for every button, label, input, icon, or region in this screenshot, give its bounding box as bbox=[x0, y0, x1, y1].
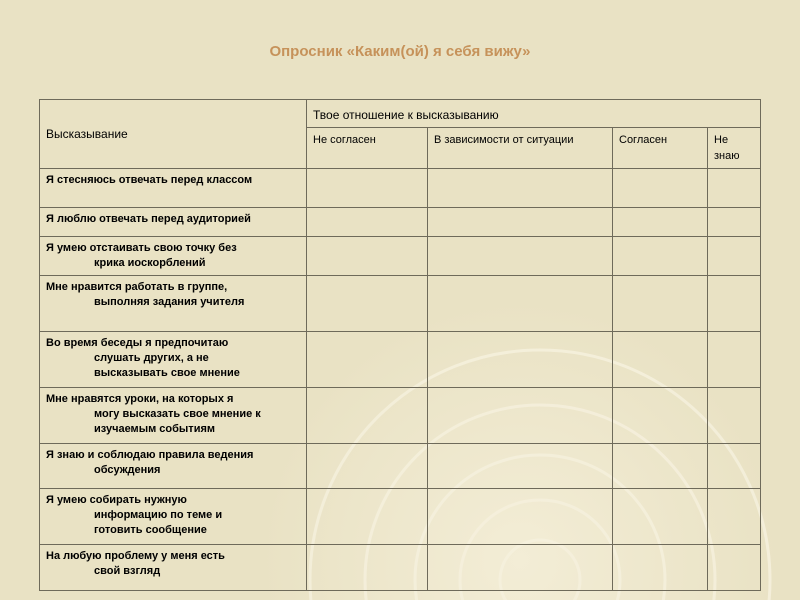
statement-text: Я умею собирать нужную bbox=[46, 494, 187, 506]
statement-text-continued: слушать других, а не bbox=[94, 352, 209, 364]
statement-text-continued: выполняя задания учителя bbox=[94, 296, 245, 308]
statement-text-continued: крика иоскорблений bbox=[94, 257, 206, 269]
statement-cell bbox=[40, 237, 307, 276]
answer-cell-disagree[interactable] bbox=[307, 237, 428, 276]
statement-cell bbox=[40, 332, 307, 388]
answer-cell-dont-know[interactable] bbox=[708, 545, 761, 591]
answer-cell-agree[interactable] bbox=[613, 545, 708, 591]
option-header-disagree: Не согласен bbox=[307, 128, 428, 169]
answer-cell-depends[interactable] bbox=[428, 237, 613, 276]
answer-cell-depends[interactable] bbox=[428, 276, 613, 332]
statement-cell bbox=[40, 169, 307, 208]
statement-text: Мне нравятся уроки, на которых я bbox=[46, 393, 234, 405]
table-row bbox=[40, 545, 761, 591]
answer-cell-dont-know[interactable] bbox=[708, 332, 761, 388]
statement-text: Я умею отстаивать свою точку без bbox=[46, 242, 237, 254]
table-row bbox=[40, 208, 761, 237]
answer-cell-disagree[interactable] bbox=[307, 489, 428, 545]
answer-cell-agree[interactable] bbox=[613, 276, 708, 332]
attitude-group-header: Твое отношение к высказыванию bbox=[307, 100, 761, 128]
table-row bbox=[40, 489, 761, 545]
table-row bbox=[40, 388, 761, 444]
statement-text-continued: информацию по теме и bbox=[94, 509, 223, 521]
answer-cell-disagree[interactable] bbox=[307, 388, 428, 444]
answer-cell-agree[interactable] bbox=[613, 388, 708, 444]
table-row bbox=[40, 237, 761, 276]
answer-cell-disagree[interactable] bbox=[307, 332, 428, 388]
answer-cell-disagree[interactable] bbox=[307, 444, 428, 489]
statement-cell bbox=[40, 489, 307, 545]
statement-text-continued: готовить сообщение bbox=[94, 524, 207, 536]
questionnaire-table bbox=[39, 99, 761, 591]
table-row bbox=[40, 169, 761, 208]
answer-cell-dont-know[interactable] bbox=[708, 444, 761, 489]
statement-text-continued: могу высказать свое мнение к bbox=[94, 408, 261, 420]
statement-text: Мне нравится работать в группе, bbox=[46, 281, 228, 293]
statement-cell bbox=[40, 208, 307, 237]
answer-cell-dont-know[interactable] bbox=[708, 489, 761, 545]
statement-text: Я люблю отвечать перед аудиторией bbox=[46, 213, 251, 225]
table-row bbox=[40, 444, 761, 489]
answer-cell-depends[interactable] bbox=[428, 388, 613, 444]
answer-cell-disagree[interactable] bbox=[307, 169, 428, 208]
slide-title: Опросник «Каким(ой) я себя вижу» bbox=[269, 43, 531, 60]
statement-text: Во время беседы я предпочитаю bbox=[46, 337, 229, 349]
option-header-dont-know: Не знаю bbox=[708, 128, 761, 169]
option-header-depends: В зависимости от ситуации bbox=[428, 128, 613, 169]
answer-cell-agree[interactable] bbox=[613, 237, 708, 276]
table-row bbox=[40, 332, 761, 388]
statement-column-header: Высказывание bbox=[40, 100, 307, 169]
answer-cell-depends[interactable] bbox=[428, 332, 613, 388]
option-header-agree: Согласен bbox=[613, 128, 708, 169]
answer-cell-agree[interactable] bbox=[613, 169, 708, 208]
answer-cell-depends[interactable] bbox=[428, 169, 613, 208]
answer-cell-dont-know[interactable] bbox=[708, 208, 761, 237]
answer-cell-agree[interactable] bbox=[613, 489, 708, 545]
answer-cell-agree[interactable] bbox=[613, 444, 708, 489]
answer-cell-depends[interactable] bbox=[428, 545, 613, 591]
answer-cell-depends[interactable] bbox=[428, 444, 613, 489]
statement-text: Я стесняюсь отвечать перед классом bbox=[46, 174, 253, 186]
header-row-group bbox=[40, 100, 761, 128]
answer-cell-dont-know[interactable] bbox=[708, 169, 761, 208]
answer-cell-dont-know[interactable] bbox=[708, 388, 761, 444]
statement-text-continued: обсуждения bbox=[94, 464, 161, 476]
statement-rows bbox=[40, 169, 761, 591]
answer-cell-dont-know[interactable] bbox=[708, 276, 761, 332]
statement-cell bbox=[40, 444, 307, 489]
statement-text-continued: изучаемым событиям bbox=[94, 423, 216, 435]
statement-cell bbox=[40, 276, 307, 332]
answer-cell-agree[interactable] bbox=[613, 208, 708, 237]
table-row bbox=[40, 276, 761, 332]
statement-text: На любую проблему у меня есть bbox=[46, 550, 225, 562]
answer-cell-agree[interactable] bbox=[613, 332, 708, 388]
statement-cell bbox=[40, 545, 307, 591]
answer-cell-depends[interactable] bbox=[428, 489, 613, 545]
answer-cell-disagree[interactable] bbox=[307, 545, 428, 591]
answer-cell-dont-know[interactable] bbox=[708, 237, 761, 276]
answer-cell-disagree[interactable] bbox=[307, 208, 428, 237]
statement-text: Я знаю и соблюдаю правила ведения bbox=[46, 449, 254, 461]
statement-cell bbox=[40, 388, 307, 444]
statement-text-continued: свой взгляд bbox=[94, 565, 161, 577]
answer-cell-depends[interactable] bbox=[428, 208, 613, 237]
answer-cell-disagree[interactable] bbox=[307, 276, 428, 332]
statement-text-continued: высказывать свое мнение bbox=[94, 367, 240, 379]
